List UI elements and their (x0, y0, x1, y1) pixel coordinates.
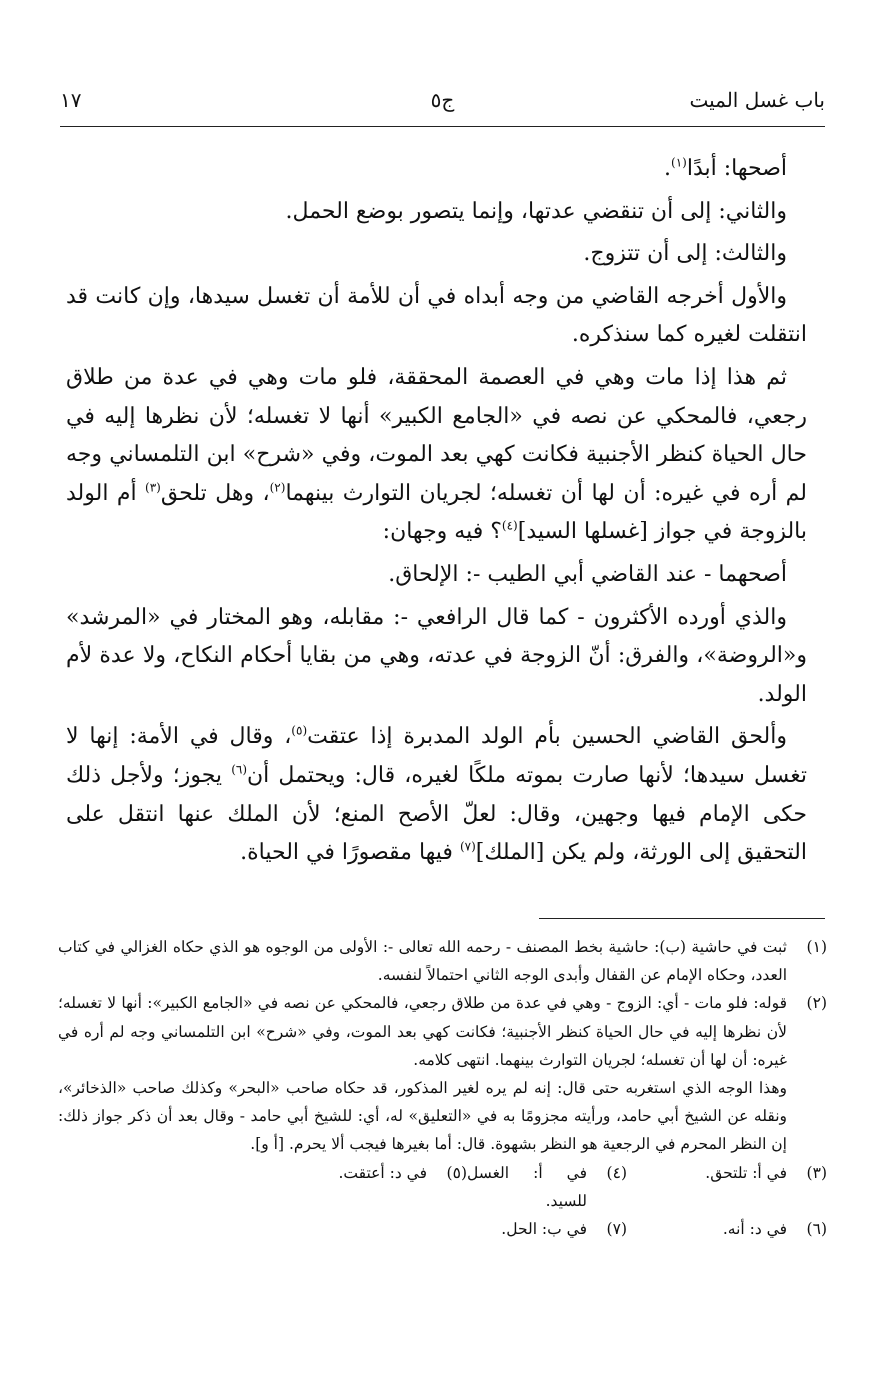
footnote-number: (٣) (806, 1163, 827, 1182)
footnote-text-part: قوله: فلو مات - أي: الزوج - وهي في عدة من طلاق رجعي، فالمحكي عن نصه في «الجامع الكبير»: أنها لا تغسله؛ لأن نظرها إليه في حال الحياة كنظر الأجنبية؛ فكانت كهي بعد الموت، وفي «شرح» ابن التلمساني وجه لم أره في غيره: أن لها أن تغسله؛ لجريان التوارث بينهما. انتهى كلامه. (58, 994, 787, 1069)
page-number: ١٧ (60, 88, 82, 112)
paragraph: والأول أخرجه القاضي من وجه أبداه في أن للأمة أن تغسل سيدها، وإن كانت قد انتقلت لغيره كما سنذكره. (66, 283, 807, 348)
text-run: ، وقال في الأمة: إنها لا تغسل سيدها؛ لأنها صارت بموته ملكًا لغيره، قال: ويحتمل أن (66, 724, 807, 788)
footnote-text: في د: أنه. (722, 1220, 787, 1239)
page-header (60, 88, 825, 122)
footnote-text: ثبت في حاشية (ب): حاشية بخط المصنف - رحمه الله تعالى -: الأولى من الوجوه هو الذي حكاه الغزالي في كتاب العدد، وحكاه الإمام عن القفال وأبدى الوجه الثاني احتمالاً لنفسه. (58, 938, 787, 985)
footnote-text: في أ: الغسل للسيد. (467, 1163, 587, 1210)
text-run: ثم هذا إذا مات وهي في العصمة المحققة، فلو مات وهي في عدة من طلاق رجعي، فالمحكي عن نصه في «الجامع الكبير» أنها لا تغسله؛ لأن نظرها إليه في حال الحياة كنظر الأجنبية فكانت كهي بعد الموت، وفي «شرح» ابن التلمساني وجه لم أره في غيره: أن لها أن تغسله؛ لجريان التوارث بينهما (66, 364, 808, 506)
paragraph (66, 150, 807, 189)
footnote-number: (٧) (606, 1220, 627, 1239)
paragraph: والثالث: إلى أن تتزوج. (583, 241, 787, 267)
footnote (338, 1159, 467, 1215)
footnote-number: (٦) (806, 1220, 827, 1239)
paragraph (66, 359, 807, 552)
footnote (58, 933, 827, 989)
footnote-ref: (٥) (291, 723, 308, 738)
footnote-text-part: وهذا الوجه الذي استغربه حتى قال: إنه لم يره لغير المذكور، قد حكاه صاحب «البحر» وكذلك صاحب «الذخائر»، ونقله عن الشيخ أبي حامد، ورأيته مجزومًا به في «التعليق» له، أي: للشيخ أبي حامد - وقال بعد أن ذكر جواز ذلك: إن النظر المحرم في الرجعية هو النظر بشهوة. قال: أما بغيرها فيجب ألا يحرم. [أ و]. (58, 1079, 787, 1154)
paragraph: أصحهما - عند القاضي أبي الطيب -: الإلحاق. (388, 561, 787, 587)
footnotes (58, 933, 827, 1243)
text-run: ؟ فيه وجهان: (382, 519, 502, 545)
footnote (627, 1215, 827, 1243)
text-run: أم الولد بالزوجة في جواز [غسلها السيد] (66, 480, 807, 545)
text-run: . (664, 156, 672, 181)
footnote-ref: (٢) (269, 480, 286, 495)
paragraph: والذي أورده الأكثرون - كما قال الرافعي -: مقابله، وهو المختار في «المرشد» و«الروضة»، والفرق: أنّ الزوجة في عدته، وهي من بقايا أحكام النكاح، ولا عدة لأم الولد. (66, 604, 807, 707)
footnote-number: (٤) (606, 1163, 627, 1182)
footnote-ref: (٤) (501, 519, 518, 534)
paragraph: والثاني: إلى أن تنقضي عدتها، وإنما يتصور بوضع الحمل. (285, 198, 787, 224)
footnote-text: في ب: الحل. (501, 1220, 587, 1239)
footnote-number: (٥) (446, 1163, 467, 1182)
footnote (627, 1159, 827, 1215)
footnote-text: في أ: تلتحق. (705, 1163, 787, 1182)
footnote-row (58, 1215, 827, 1243)
footnote (58, 989, 827, 1158)
header-rule (60, 126, 825, 127)
text-run: فيها مقصورًا في الحياة. (240, 840, 460, 866)
footnote-number: (٢) (806, 994, 827, 1013)
footnote-text (58, 989, 787, 1158)
running-title: باب غسل الميت (689, 88, 825, 112)
main-text (66, 150, 807, 877)
footnote-text: في د: أعتقت. (338, 1163, 427, 1182)
footnote-ref: (٧) (459, 839, 476, 854)
text-run: وألحق القاضي الحسين بأم الولد المدبرة إذا عتقت (307, 724, 787, 750)
footnote-separator (539, 918, 825, 919)
footnote-row (58, 1159, 827, 1215)
text-run: أصحها: أبدًا (686, 156, 787, 181)
paragraph (66, 718, 807, 872)
footnote (467, 1159, 627, 1215)
footnote-ref: (٦) (231, 762, 248, 777)
footnote-ref: (٣) (145, 480, 161, 495)
volume-label: ج٥ (430, 88, 455, 112)
text-run: ، وهل تلحق (160, 480, 270, 506)
footnote-number: (١) (806, 938, 827, 956)
text-run: يجوز؛ ولأجل ذلك حكى الإمام فيها وجهين، وقال: لعلّ الأصح المنع؛ لأن الملك عنها انتقل على التحقيق إلى الورثة، ولم يكن [الملك] (66, 762, 807, 866)
footnote (501, 1215, 627, 1243)
footnote-ref: (١) (671, 155, 687, 170)
